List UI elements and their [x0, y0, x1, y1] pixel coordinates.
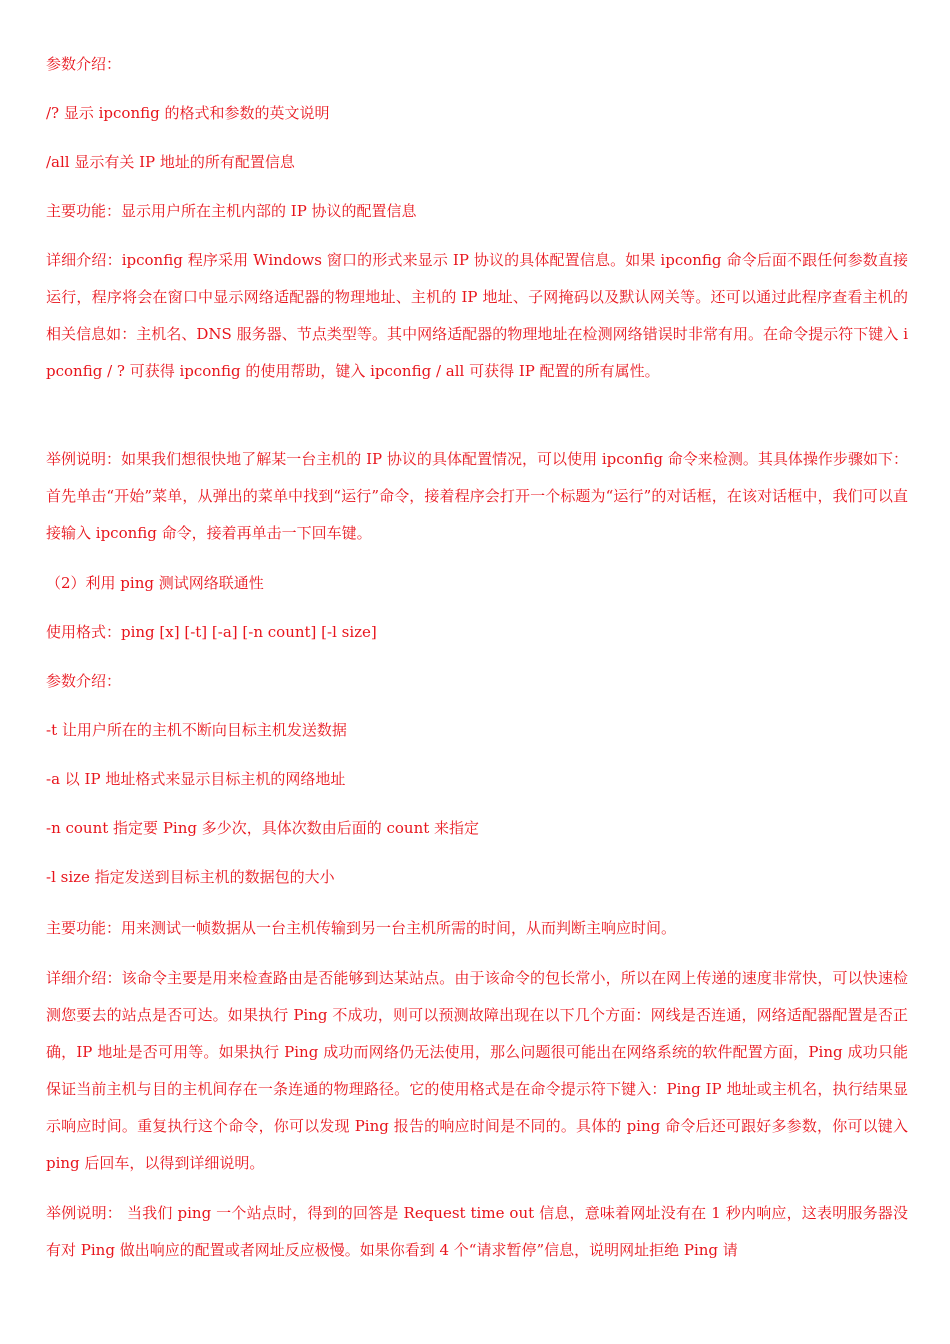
ping-example: 举例说明： 当我们 ping 一个站点时，得到的回答是 Request time out 信息，意味着网址没有在 1 秒内响应，这表明服务器没有对 Ping 做出响应的配置或者网址反应极慢。如果你看到 4 个“请求暂停”信息，说明网址拒绝 Ping 请 [46, 1204, 908, 1259]
ping-param-n: -n count 指定要 Ping 多少次，具体次数由后面的 count 来指定 [46, 819, 480, 837]
ipconfig-params-heading: 参数介绍： [46, 55, 122, 73]
ipconfig-param-all: /all 显示有关 IP 地址的所有配置信息 [46, 153, 295, 171]
ping-param-t: -t 让用户所在的主机不断向目标主机发送数据 [46, 721, 347, 739]
ping-params-heading: 参数介绍： [46, 672, 122, 690]
ipconfig-detail: 详细介绍：ipconfig 程序采用 Windows 窗口的形式来显示 IP 协议的具体配置信息。如果 ipconfig 命令后面不跟任何参数直接运行，程序将会在窗口中显示网络适配器的物理地址、主机的 IP 地址、子网掩码以及默认网关等。还可以通过此程序查看主机的相关信息如：主机名、DNS 服务器、节点类型等。其中网络适配器的物理地址在检测网络错误时非常有用。在命令提示符下键入 ipconfig / ? 可获得 ipconfig 的使用帮助，键入 ipconfig / all 可获得 IP 配置的所有属性。 [46, 251, 908, 380]
ipconfig-example: 举例说明：如果我们想很快地了解某一台主机的 IP 协议的具体配置情况，可以使用 ipconfig 命令来检测。其具体操作步骤如下：首先单击“开始”菜单，从弹出的菜单中找到“运行”命令，接着程序会打开一个标题为“运行”的对话框，在该对话框中，我们可以直接输入 ipconfig 命令，接着再单击一下回车键。 [46, 450, 908, 542]
ping-main-function: 主要功能：用来测试一帧数据从一台主机传输到另一台主机所需的时间，从而判断主响应时间。 [46, 919, 677, 937]
ping-detail: 详细介绍：该命令主要是用来检查路由是否能够到达某站点。由于该命令的包长常小，所以在网上传递的速度非常快，可以快速检测您要去的站点是否可达。如果执行 Ping 不成功，则可以预测故障出现在以下几个方面：网线是否连通，网络适配器配置是否正确，IP 地址是否可用等。如果执行 Ping 成功而网络仍无法使用，那么问题很可能出在网络系统的软件配置方面，Ping 成功只能保证当前主机与目的主机间存在一条连通的物理路径。它的使用格式是在命令提示符下键入：Ping IP 地址或主机名，执行结果显示响应时间。重复执行这个命令，你可以发现 Ping 报告的响应时间是不同的。具体的 ping 命令后还可跟好多参数，你可以键入 ping 后回车，以得到详细说明。 [46, 969, 908, 1172]
ipconfig-param-help: /? 显示 ipconfig 的格式和参数的英文说明 [46, 104, 330, 122]
ping-usage-format: 使用格式：ping [x] [-t] [-a] [-n count] [-l size] [46, 623, 377, 641]
ipconfig-main-function: 主要功能：显示用户所在主机内部的 IP 协议的配置信息 [46, 202, 417, 220]
ping-section-heading: （2）利用 ping 测试网络联通性 [46, 574, 264, 592]
ping-param-a: -a 以 IP 地址格式来显示目标主机的网络地址 [46, 770, 346, 788]
ping-param-l: -l size 指定发送到目标主机的数据包的大小 [46, 868, 335, 886]
